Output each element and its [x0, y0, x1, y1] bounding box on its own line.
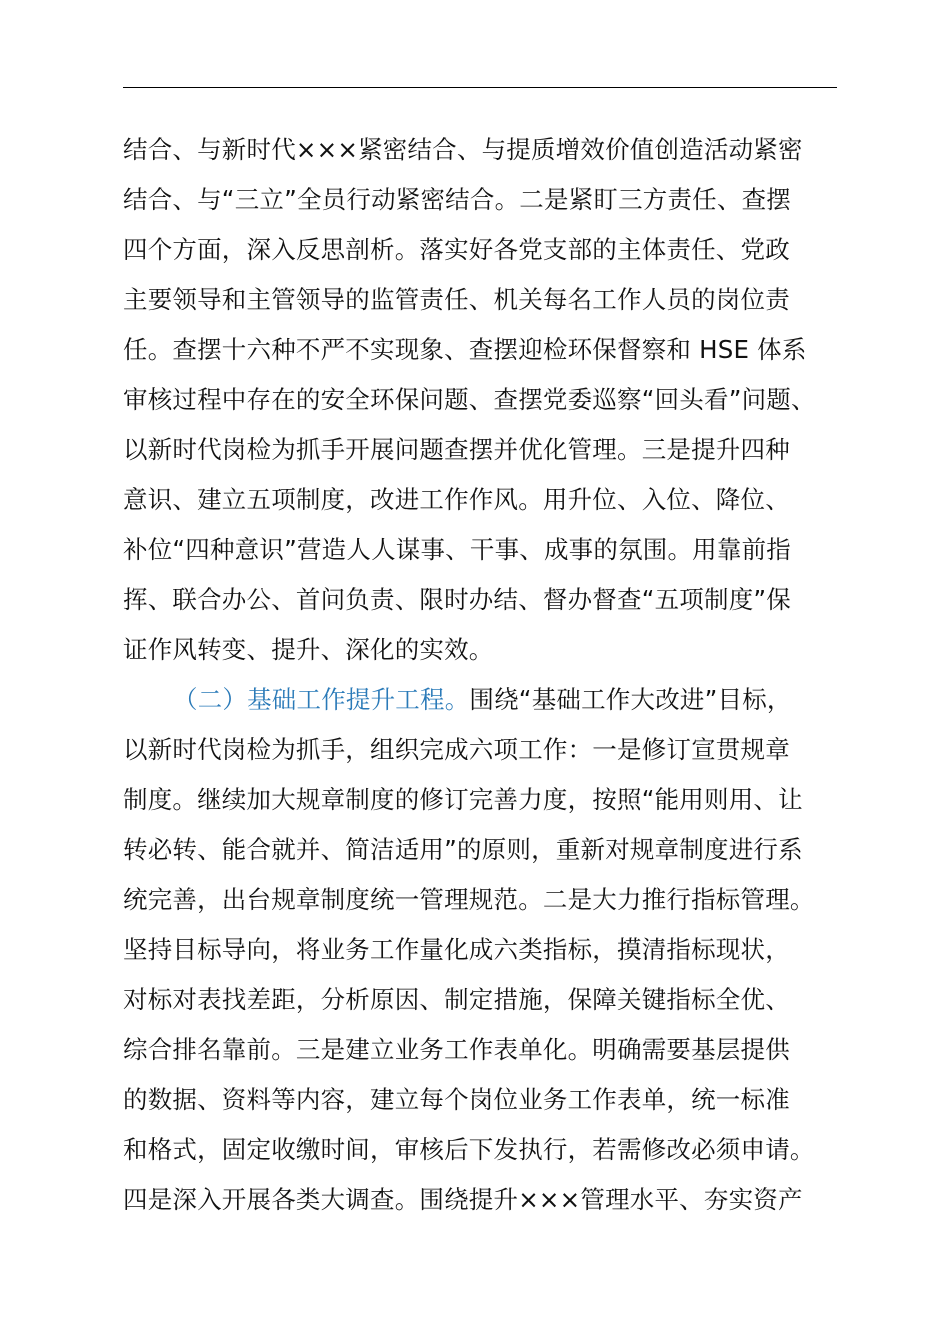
text-line: 的数据、资料等内容，建立每个岗位业务工作表单，统一标准 — [123, 1085, 790, 1114]
text-line: 意识、建立五项制度，改进工作作风。用升位、入位、降位、 — [123, 485, 790, 514]
text-line: 四是深入开展各类大调查。围绕提升×××管理水平、夯实资产 — [123, 1185, 803, 1214]
text-line: 任。查摆十六种不严不实现象、查摆迎检环保督察和 HSE 体系 — [123, 335, 807, 364]
text-line: 转必转、能合就并、简洁适用”的原则，重新对规章制度进行系 — [123, 835, 803, 864]
text-line: 主要领导和主管领导的监管责任、机关每名工作人员的岗位责 — [123, 285, 790, 314]
header-rule — [123, 87, 837, 88]
text-line: 四个方面，深入反思剖析。落实好各党支部的主体责任、党政 — [123, 235, 790, 264]
section2-first-line — [123, 675, 839, 725]
section-heading: （二）基础工作提升工程。 — [173, 685, 470, 714]
text-line: 审核过程中存在的安全环保问题、查摆党委巡察“回头看”问题、 — [123, 385, 816, 414]
section2-first-line-text: 围绕“基础工作大改进”目标， — [469, 685, 792, 714]
text-line: 以新时代岗检为抓手开展问题查摆并优化管理。三是提升四种 — [123, 435, 790, 464]
text-line: 结合、与新时代×××紧密结合、与提质增效价值创造活动紧密 — [123, 135, 803, 164]
text-line: 以新时代岗检为抓手，组织完成六项工作：一是修订宣贯规章 — [123, 735, 790, 764]
text-line: 统完善，出台规章制度统一管理规范。二是大力推行指标管理。 — [123, 885, 815, 914]
text-line: 坚持目标导向，将业务工作量化成六类指标，摸清指标现状， — [123, 935, 790, 964]
text-line: 综合排名靠前。三是建立业务工作表单化。明确需要基层提供 — [123, 1035, 790, 1064]
text-line: 证作风转变、提升、深化的实效。 — [123, 635, 494, 664]
text-line: 对标对表找差距，分析原因、制定措施，保障关键指标全优、 — [123, 985, 790, 1014]
text-line: 和格式，固定收缴时间，审核后下发执行，若需修改必须申请。 — [123, 1135, 815, 1164]
text-line: 挥、联合办公、首问负责、限时办结、督办督查“五项制度”保 — [123, 585, 791, 614]
document-body — [123, 125, 839, 1225]
text-line: 结合、与“三立”全员行动紧密结合。二是紧盯三方责任、查摆 — [123, 185, 791, 214]
text-line: 制度。继续加大规章制度的修订完善力度，按照“能用则用、让 — [123, 785, 803, 814]
text-line: 补位“四种意识”营造人人谋事、干事、成事的氛围。用靠前指 — [123, 535, 791, 564]
